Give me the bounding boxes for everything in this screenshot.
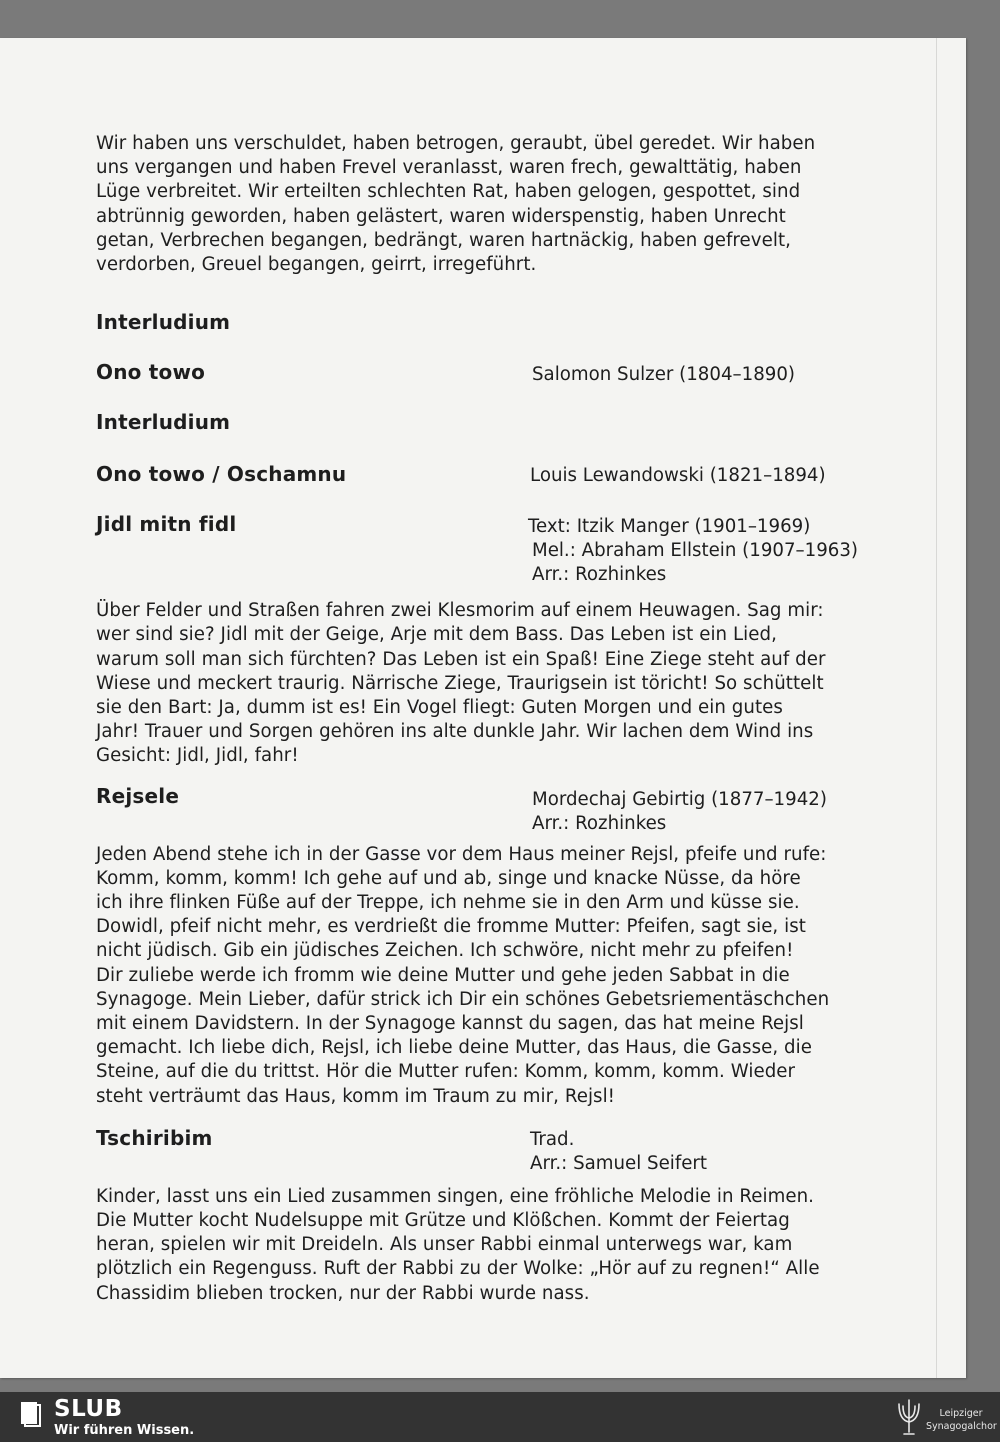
page-fold-line <box>936 38 937 1378</box>
piece-text: Jeden Abend stehe ich in der Gasse vor dem Haus meiner Rejsl, pfeife und rufe: Komm, komm, komm! Ich gehe auf und ab, singe und knacke Nüsse, da höre ich ihre flinken Füße auf der Treppe, ich nehme sie in den Arm und küsse sie. Dowidl, pfeif nicht mehr, es verdrießt die fromme Mutter: Pfeifen, sagt sie, ist nicht jüdisch. Gib ein jüdisches Zeichen. Ich schwöre, nicht mehr zu pfeifen! Dir zuliebe werde ich fromm wie deine Mutter und gehe jeden Sabbat in die Synagoge. Mein Lieber, dafür strick ich Dir ein schönes Gebetsriementäschchen mit einem Davidstern. In der Synagoge kannst du sagen, das hat meine Rejsl gemacht. Ich liebe dich, Rejsl, ich liebe deine Mutter, das Haus, die Gasse, die Steine, auf die du trittst. Hör die Mutter rufen: Komm, komm, komm. Wieder steht verträumt das Haus, komm im Traum zu mir, Rejsl! <box>96 843 830 1107</box>
piece-title: Jidl mitn fidl <box>96 512 237 537</box>
piece-credit <box>530 1128 707 1176</box>
book-icon <box>20 1401 42 1427</box>
credit-line: Text: Itzik Manger (1901–1969) <box>528 516 811 538</box>
choir-name-line: Leipziger <box>939 1408 983 1419</box>
piece-credit <box>532 788 827 836</box>
menorah-icon <box>896 1396 922 1438</box>
piece-title: Interludium <box>96 310 231 335</box>
piece-rejsele <box>96 783 896 841</box>
credit-line: Salomon Sulzer (1804–1890) <box>532 364 795 386</box>
page-content <box>96 132 896 1306</box>
choir-name-line: Synagogalchor <box>926 1421 997 1432</box>
choir-name <box>926 1407 996 1433</box>
piece-title: Interludium <box>96 410 231 435</box>
library-name[interactable]: SLUB <box>54 1396 123 1422</box>
footer-bar <box>0 1392 1000 1442</box>
piece-ono-towo <box>96 359 896 409</box>
piece-interludium-2 <box>96 409 896 461</box>
piece-title: Tschiribim <box>96 1125 213 1150</box>
piece-tschiribim <box>96 1125 896 1183</box>
credit-line: Trad. <box>530 1128 575 1150</box>
piece-ono-towo-oschamnu <box>96 461 896 511</box>
credit-line: Louis Lewandowski (1821–1894) <box>530 465 826 487</box>
piece-title: Rejsele <box>96 783 180 808</box>
piece-title: Ono towo <box>96 360 206 385</box>
credit-line: Arr.: Rozhinkes <box>532 564 667 586</box>
credit-line: Mel.: Abraham Ellstein (1907–1963) <box>532 540 859 562</box>
piece-jidl-mitn-fidl <box>96 511 896 593</box>
credit-line: Mordechaj Gebirtig (1877–1942) <box>532 788 827 810</box>
piece-credit <box>528 515 858 587</box>
intro-paragraph: Wir haben uns verschuldet, haben betrogen, geraubt, übel geredet. Wir haben uns vergangen und haben Frevel veranlasst, waren frech, gewalttätig, haben Lüge verbreitet. Wir erteilten schlechten Rat, haben gelogen, gespottet, sind abtrünnig geworden, haben gelästert, waren widerspenstig, haben Unrecht getan, Verbrechen begangen, bedrängt, waren hartnäckig, haben gefrevelt, verdorben, Greuel begangen, geirrt, irregeführt. <box>96 133 816 276</box>
piece-text: Kinder, lasst uns ein Lied zusammen singen, eine fröhliche Melodie in Reimen. Die Mutter kocht Nudelsuppe mit Grütze und Klößchen. Kommt der Feiertag heran, spielen wir mit Dreideln. Als unser Rabbi einmal unterwegs war, kam plötzlich ein Regenguss. Ruft der Rabbi zu der Wolke: „Hör auf zu regnen!“ Alle Chassidim blieben trocken, nur der Rabbi wurde nass. <box>96 1185 820 1304</box>
credit-line: Arr.: Rozhinkes <box>532 812 667 834</box>
credit-line: Arr.: Samuel Seifert <box>530 1152 708 1174</box>
document-page <box>0 38 966 1378</box>
piece-text: Über Felder und Straßen fahren zwei Klesmorim auf einem Heuwagen. Sag mir: wer sind sie? Jidl mit der Geige, Arje mit dem Bass. Das Leben ist ein Lied, warum soll man sich fürchten? Das Leben ist ein Spaß! Eine Ziege steht auf der Wiese und meckert traurig. Närrische Ziege, Traurigsein ist töricht! So schüttelt sie den Bart: Ja, dumm ist es! Ein Vogel fliegt: Guten Morgen und ein gutes Jahr! Trauer und Sorgen gehören ins alte dunkle Jahr. Wir lachen dem Wind ins Gesicht: Jidl, Jidl, fahr! <box>96 600 826 767</box>
piece-credit <box>530 464 826 488</box>
library-slogan: Wir führen Wissen. <box>54 1423 195 1438</box>
piece-title: Ono towo / Oschamnu <box>96 462 347 487</box>
piece-credit <box>532 363 795 387</box>
piece-interludium-1 <box>96 309 896 359</box>
